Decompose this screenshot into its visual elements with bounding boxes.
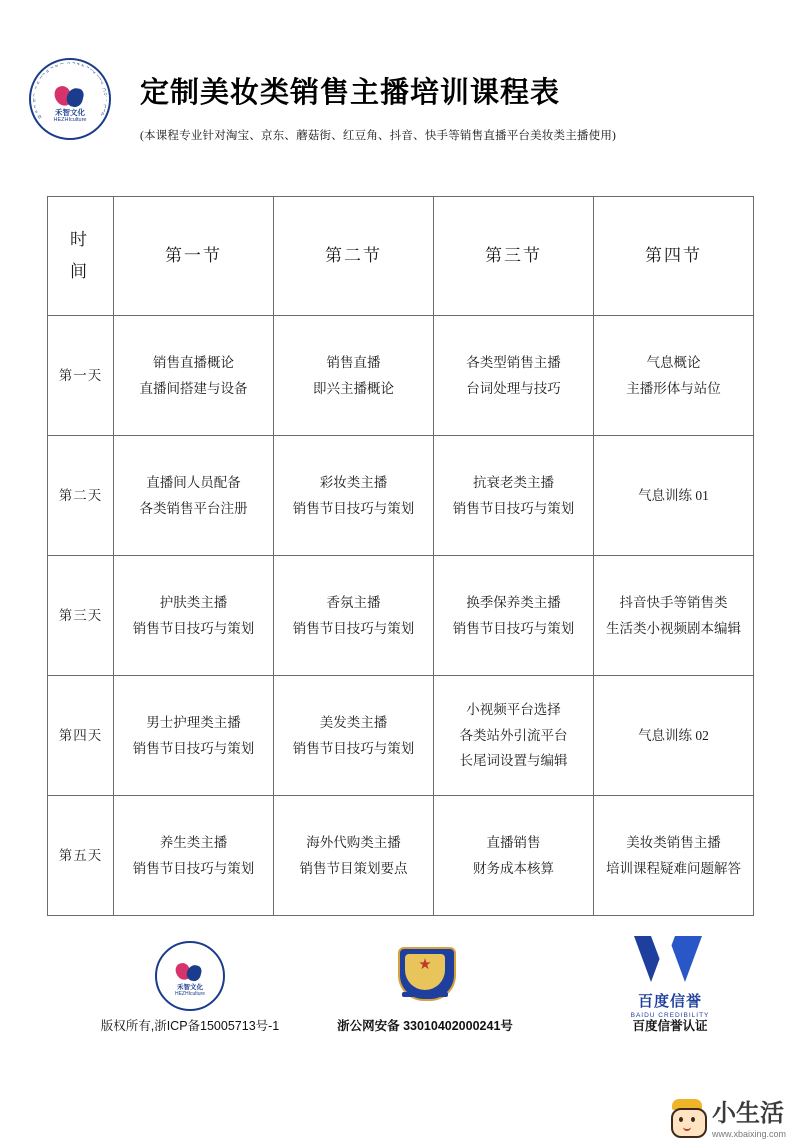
police-emblem-wrap	[310, 940, 540, 1012]
table-cell: 直播销售 财务成本核算	[434, 796, 594, 916]
footer-company-logo-wrap	[60, 940, 320, 1012]
row-label-day: 第一天	[48, 316, 114, 436]
column-header-time: 时 间	[48, 197, 114, 316]
column-header-period-2: 第二节	[274, 197, 434, 316]
logo-company-name-cn: 禾智文化	[55, 108, 85, 117]
document-footer	[0, 940, 800, 1070]
footer-company-logo-icon	[155, 941, 225, 1011]
table-cell: 养生类主播 销售节目技巧与策划	[114, 796, 274, 916]
page-subtitle: (本课程专业针对淘宝、京东、蘑菇街、红豆角、抖音、快手等销售直播平台美妆类主播使用)	[140, 130, 617, 142]
table-cell: 美妆类销售主播 培训课程疑难问题解答	[594, 796, 754, 916]
police-emblem-icon: ★	[394, 945, 456, 1007]
footer-logo-name-cn: 禾智文化	[177, 984, 203, 991]
table-cell: 抗衰老类主播 销售节目技巧与策划	[434, 436, 594, 556]
table-cell: 销售直播 即兴主播概论	[274, 316, 434, 436]
footer-baidu-block	[560, 940, 780, 1034]
table-row	[48, 436, 754, 556]
logo-company-name-en: HEZHIculture	[53, 117, 87, 123]
footer-logo-swoosh-icon	[175, 963, 205, 982]
table-cell: 美发类主播 销售节目技巧与策划	[274, 676, 434, 796]
course-schedule-table	[47, 196, 754, 916]
table-cell: 气息训练 02	[594, 676, 754, 796]
table-cell: 销售直播概论 直播间搭建与设备	[114, 316, 274, 436]
page-title: 定制美妆类销售主播培训课程表	[140, 77, 561, 109]
column-header-period-3: 第三节	[434, 197, 594, 316]
table-row	[48, 796, 754, 916]
table-cell: 小视频平台选择 各类站外引流平台 长尾词设置与编辑	[434, 676, 594, 796]
table-row	[48, 316, 754, 436]
column-header-period-4: 第四节	[594, 197, 754, 316]
watermark-url: www.xbaixing.com	[711, 1129, 786, 1139]
table-cell: 男士护理类主播 销售节目技巧与策划	[114, 676, 274, 796]
document-header	[0, 52, 800, 143]
table-cell: 直播间人员配备 各类销售平台注册	[114, 436, 274, 556]
police-record-text[interactable]: 浙公网安备 33010402000241号	[337, 1019, 513, 1033]
logo-swoosh-icon	[53, 86, 87, 108]
table-cell: 换季保养类主播 销售节目技巧与策划	[434, 556, 594, 676]
table-cell: 护肤类主播 销售节目技巧与策划	[114, 556, 274, 676]
baidu-v-icon	[624, 934, 716, 990]
table-cell: 香氛主播 销售节目技巧与策划	[274, 556, 434, 676]
row-label-day: 第四天	[48, 676, 114, 796]
baidu-brand-en: BAIDU CREDIBILITY	[630, 1011, 710, 1019]
site-watermark	[668, 1099, 786, 1139]
footer-copyright-block	[60, 940, 320, 1034]
mascot-icon	[668, 1099, 706, 1139]
footer-police-block	[310, 940, 540, 1034]
table-cell: 气息概论 主播形体与站位	[594, 316, 754, 436]
title-block	[140, 52, 800, 143]
watermark-title: 小生活	[711, 1100, 784, 1127]
table-row	[48, 556, 754, 676]
logo-ring-text: H e z h i c u l t u r a l c r e a t i v i t y C o . , L t d	[32, 61, 108, 121]
baidu-certification-text[interactable]: 百度信誉认证	[632, 1019, 708, 1033]
table-body	[48, 316, 754, 916]
row-label-day: 第三天	[48, 556, 114, 676]
row-label-day: 第二天	[48, 436, 114, 556]
column-header-period-1: 第一节	[114, 197, 274, 316]
table-header-row	[48, 197, 754, 316]
baidu-credibility-wrap	[560, 940, 780, 1019]
company-logo-icon	[29, 58, 111, 140]
footer-logo-name-en: HEZHIculture	[174, 991, 205, 997]
company-logo-wrap	[0, 52, 140, 140]
table-cell: 各类型销售主播 台词处理与技巧	[434, 316, 594, 436]
baidu-brand-cn: 百度信誉	[637, 992, 702, 1010]
row-label-day: 第五天	[48, 796, 114, 916]
table-cell: 海外代购类主播 销售节目策划要点	[274, 796, 434, 916]
table-row	[48, 676, 754, 796]
table-cell: 气息训练 01	[594, 436, 754, 556]
table-cell: 彩妆类主播 销售节目技巧与策划	[274, 436, 434, 556]
table-cell: 抖音快手等销售类 生活类小视频剧本编辑	[594, 556, 754, 676]
icp-license-text[interactable]: 版权所有,浙ICP备15005713号-1	[100, 1019, 280, 1033]
